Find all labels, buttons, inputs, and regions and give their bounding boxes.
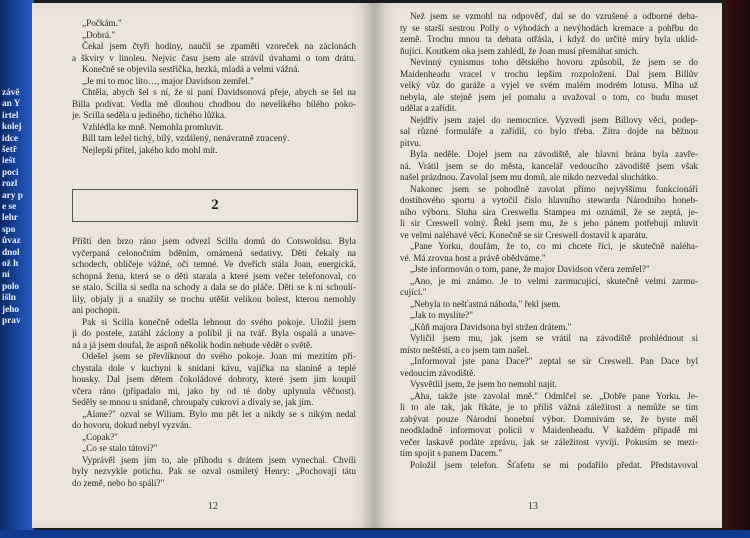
strip-text-fragment: kolej [2, 122, 22, 133]
text-line: „Jste informován o tom, pane, že major Davidson včera zemřel?" [410, 264, 650, 274]
left-page-body-text [72, 236, 356, 489]
text-line: ani pochopit. [72, 305, 120, 315]
strip-text-fragment: šetř [2, 145, 17, 155]
text-line: Maidenheadu vracel v trochu lepším rozpoložení. Dal jsem Billův [400, 68, 698, 79]
text-line: ňující. Koutkem oka jsem zahlédl, že Joan musí přemáhat smích. [400, 45, 639, 56]
right-page-body-text [400, 11, 698, 471]
text-line: večer laskavě podáte zprávu, jak se záležitost vyvíjí. Pokusím se mezi- [400, 436, 698, 447]
text-line: vyčerpaná celonočním bděním, omámená sedativy. Děti čekaly na [72, 247, 356, 258]
text-line: Příští den brzo ráno jsem odvezl Scillu domů do Cotswoldsu. Byla [72, 236, 356, 246]
text-line: a škvíry v linoleu. Nejvíc času jsem ale strávil úvahami o tom drátu. [72, 52, 356, 63]
strip-text-fragment: ůvaz [2, 236, 21, 247]
text-line: chystala dole v kuchyni k snídani kávu, vajíčka na slanině a teplé [72, 362, 356, 373]
text-line: ve velmi naléhavé věci. Konečně se sir Creswell dostavil k aparátu. [400, 229, 648, 240]
strip-text-fragment: polo [2, 281, 20, 292]
chapter-heading-box [72, 189, 358, 222]
text-line: cující." [400, 287, 427, 297]
text-line: včera ráno (připadalo mi, jako by od té doby uplynula věčnost). [72, 385, 356, 396]
text-line: udělat a zařídit. [400, 103, 457, 113]
text-line: „Copak?" [82, 431, 118, 442]
page-number-right: 13 [528, 501, 538, 512]
text-line: ty se starší sestrou Polly o výhodách a nevýhodách kremace a pohřbu do [400, 22, 698, 33]
text-line: se stalo. Scilla si sedla na schody a dala se do pláče. Děti se k ní schoulí- [72, 282, 356, 292]
text-line: našel prázdnou. Zavolal jsem mu domů, ale nikdo nezvedal sluchátko. [400, 172, 659, 182]
text-line: „Jak to myslíte?" [410, 310, 473, 320]
text-line: velký vůz do garáže a vyjel ve svém malém modrém lotusu. Mlha už [400, 80, 698, 90]
book-edge [0, 530, 750, 538]
text-line: „Co se stalo tátovi?" [82, 443, 158, 453]
text-line: nebyla, ale stejně jsem jel pomalu a uvažoval o tom, co budu muset [400, 91, 698, 102]
strip-text-fragment: prav [2, 316, 21, 326]
text-line: místo neštěstí, a co jsem tam našel. [400, 344, 530, 355]
text-line: „Pane Yorku, doufám, že to, co mi chcete říci, je skutečně naléha- [410, 241, 698, 251]
text-line: Konečně se objevila sestřička, hezká, mladá a velmi vážná. [82, 64, 300, 74]
text-line: Chtěla, abych šel s ní, že si paní Davidsonová přeje, abych se šel na [82, 87, 356, 97]
text-line: Vyprávěl jsem jim to, ale příhodu s drátem jsem vynechal. Chvíli [82, 454, 356, 465]
text-line: Nevinný cynismus toho dětského hovoru způsobil, že jsem se do [410, 57, 698, 67]
text-line: do hovoru, dokud nebyl vyzván. [72, 420, 191, 430]
text-line: li sir Creswell volný. Řekl jsem mu, že s jeho pánem potřebuji mluvit [400, 218, 698, 228]
strip-text-fragment: rozl [2, 179, 18, 190]
text-line: zabývat pouze Národní honební výbor. Domnívám se, že byste měl [400, 413, 698, 424]
text-line: Nejdřív jsem zajel do nemocnice. Vyzvedl jsem Billovy věci, podep- [410, 114, 698, 125]
text-line: byly nezvykle potichu. Pak se ozval osmiletý Henry: „Pochovají tátu [72, 466, 356, 476]
text-line: do země, nebo ho spálí?" [72, 477, 165, 488]
text-line: Bill tam ležel tichý, bílý, vzdálený, nenávratně ztracený. [82, 133, 290, 143]
text-line: dostihového sportu a vytočil číslo hlavního stewarda Národního honeb- [400, 195, 698, 205]
strip-text-fragment: ary p [2, 190, 23, 201]
text-line: „Kůň majora Davidsona byl stržen drátem." [410, 321, 572, 332]
text-line: schodech, obličeje vážné, oči temné. Ve dveřích stála Joan, energická, [72, 259, 356, 269]
strip-text-fragment: išln [2, 293, 16, 304]
text-line: vedoucím závodiště. [400, 367, 476, 378]
text-line: li to ale tak, jak říkáte, je to příliš vážná záležitost a nemůže se tím [400, 402, 698, 412]
text-line: „Informoval jste pana Dace?" zeptal se sir Creswell. Pan Dace byl [410, 356, 698, 366]
text-line: „Aha, takže jste zavolal mně." Odmlčel se. „Dobře pane Yorku. Je- [410, 390, 698, 401]
text-line: housky. Dal jsem dětem čokoládové dobroty, které jsem jim koupil [72, 374, 356, 384]
text-line: Vyličil jsem mu, jak jsem se vrátil na závodiště prohlédnout si [410, 333, 698, 343]
text-line: Odešel jsem se převlíknout do svého pokoje. Joan mi mezitím při- [82, 351, 356, 361]
text-line: Než jsem se vzmohl na odpověď, dal se do vzrušené a odborné deba- [410, 11, 698, 21]
text-line: „Ano, je mi známo. Je to velmi zarmucující, skutečně velmi zarmu- [410, 275, 698, 286]
text-line: ná. Vrátil jsem se do města, kancelář vedoucího závodiště jsem však [400, 160, 698, 171]
text-line: ního výboru. Sluha sira Creswella Stampea mi oznámil, že se zeptá, je- [400, 206, 698, 217]
text-line: „Nebyla to nešťastná náhoda," řekl jsem. [410, 298, 561, 309]
text-line: „Počkám." [82, 18, 122, 28]
text-line: Čekal jsem čtyři hodiny, naučil se zpaměti vzoreček na záclonách [82, 41, 356, 51]
text-line: Nejlepší přítel, jakého kdo mohl mít. [82, 144, 218, 155]
text-line: ná a já jsem doufal, že aspoň několik hodin nebude vědět o světě. [72, 339, 313, 350]
right-page [374, 3, 722, 528]
text-line: země. Trochu mnou ta debata otřásla, i když do určité míry byla uklid- [400, 34, 698, 44]
text-line: „Je mi to moc líto…, major Davidson zemřel." [82, 75, 254, 86]
text-line: vé. Má zrovna host a právě obědváme." [400, 252, 546, 263]
text-line: Vzhlédla ke mně. Nemohla promluvit. [82, 121, 224, 132]
strip-text-fragment: závě [2, 88, 20, 98]
text-line: schopná žena, která se o děti starala a které jsem večer telefonoval, co [72, 270, 356, 281]
text-line: Vysvětlil jsem, že jsem ho nemohl najít. [410, 379, 557, 389]
text-line: „Dobrá." [82, 29, 116, 40]
text-line: lily, objaly ji a snažily se trochu utěšit velikou bolest, kterou nemohly [72, 293, 356, 304]
strip-text-fragment: lehr [2, 213, 19, 224]
text-line: neodkladně informovat policii v Maidenheadu. V každém případě mi [400, 425, 698, 435]
text-line: „Alane?" ozval se Wiliam. Bylo mu pět let a nikdy se s nikým nedal [82, 408, 356, 419]
background-surface [724, 0, 750, 538]
strip-text-fragment: jeho [2, 304, 20, 315]
text-line: Položil jsem telefon. Šťafetu se mi podařilo předat. Představoval [410, 459, 698, 470]
strip-text-fragment: ní [2, 270, 10, 281]
text-line: ji do postele, zatáhl záclony a políbil ji na tvář. Byla ospalá a unave- [72, 328, 356, 338]
strip-text-fragment: poci [2, 167, 19, 178]
left-page-top-text [72, 18, 356, 156]
strip-text-fragment: spo [2, 224, 16, 235]
left-page [32, 3, 374, 528]
strip-text-fragment: e se [2, 202, 17, 212]
text-line: Byla neděle. Dojel jsem na závodiště, ale hlavní brána byla zavře- [410, 149, 698, 159]
strip-text-fragment: iešt [2, 156, 16, 167]
strip-text-fragment: ož h [2, 259, 19, 269]
strip-text-fragment: dnol [2, 247, 20, 258]
text-line: Nakonec jsem se pohodlně zavolat přímo nejvyššímu funkcionáři [410, 183, 698, 194]
strip-text-fragment: irtel [2, 110, 19, 121]
text-line: pitvu. [400, 137, 422, 148]
strip-text-fragment: idce [2, 133, 19, 144]
text-line: tím spojit s panem Dacem." [400, 448, 502, 458]
text-line: Seděly se mnou u snídaně, chroupaly cukroví a dívaly se, jak jím. [72, 397, 314, 407]
chapter-number: 2 [211, 197, 219, 213]
page-number-left: 12 [208, 501, 218, 512]
strip-text-fragment: an Y [2, 99, 21, 110]
text-line: sal různé formuláře a zařídil, co bylo třeba. Zítra dojde na běžnou [400, 126, 698, 136]
text-line: Pak si Scilla konečně odešla lehnout do svého pokoje. Uložil jsem [82, 316, 356, 327]
text-line: Billa podívat. Vedla mě dlouhou chodbou do nevelikého bílého poko- [72, 98, 356, 109]
text-line: je. Scilla seděla u jediného, tichého lůžka. [72, 110, 227, 120]
